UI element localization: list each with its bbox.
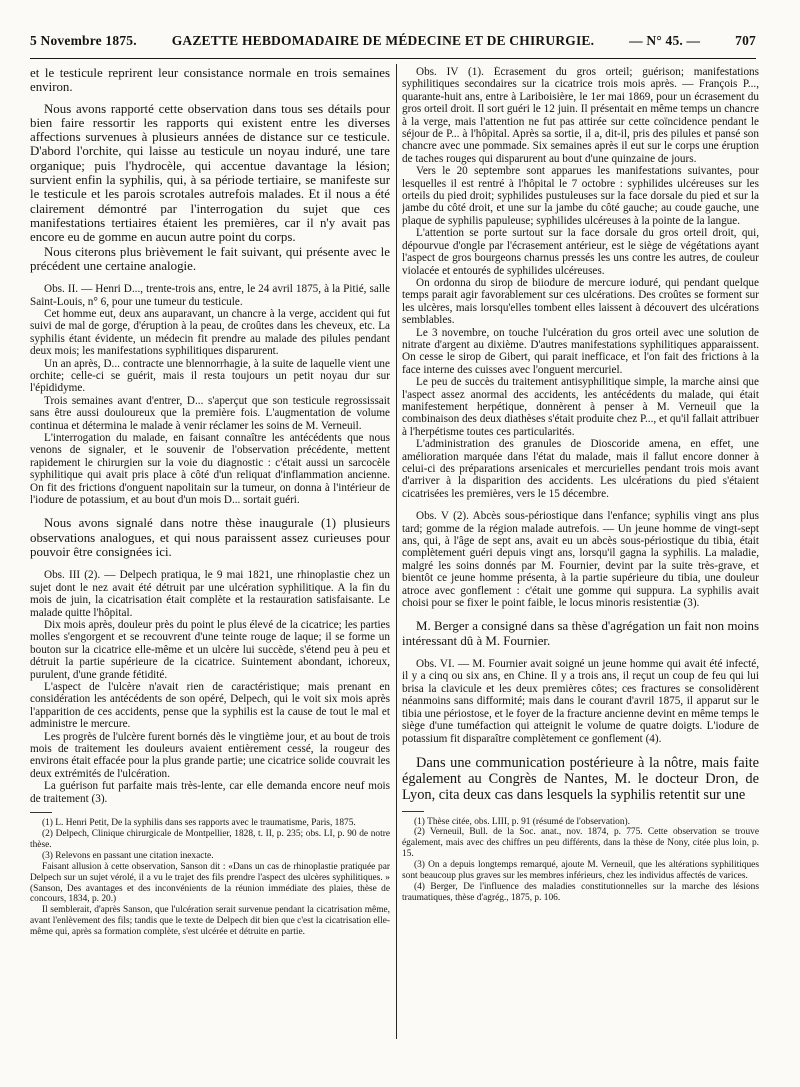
footnote: (3) On a depuis longtemps remarqué, ajoute M. Verneuil, que les altérations syphilitiques sont beaucoup plus graves sur les membres inférieurs, chez les individus affectés de varices. bbox=[402, 860, 759, 882]
observation-text: Obs. VI. — M. Fournier avait soigné un jeune homme qui avait été infecté, il y a cinq ou six ans, en Chine. Il y a trois ans, il reçut un coup de feu qui lui brisa la clavicule et les deux premières côtes; ces fractures se consolidèrent néanmoins sans difformité; mais dans le courant d'avril 1875, il apparut sur le tibia une périostose, et le foyer de la fracture ancienne devint en même temps le siège d'une tuméfaction qui atteignit le volume de quatre doigts. L'iodure de potassium fit disparaître complètement ce gonflement (4). bbox=[402, 658, 759, 745]
observation-text: Dix mois après, douleur près du point le plus élevé de la cicatrice; les parties molles s'engorgent et se recouvrent d'une teinte rouge de laque; il se forme un bouton sur la cicatrice elle-même et un ulcère lui succède, s'étend peu à peu et détruit la partie supérieure de la cicatrice. Suintement abondant, ichoreux, purulent, d'une grande fétidité. bbox=[30, 618, 390, 681]
header-issue: — N° 45. — bbox=[629, 33, 701, 48]
observation-text: Le 3 novembre, on touche l'ulcération du gros orteil avec une solution de nitrate d'argent au dixième. D'autres manifestations syphilitiques apparaissent. On cesse le sirop de Gibert, qui parait inefficace, et l'on fait des frictions à la face interne des cuisses avec l'onguent mercuriel. bbox=[402, 326, 759, 376]
observation-text: Obs. V (2). Abcès sous-périostique dans l'enfance; syphilis vingt ans plus tard; gomme de la région malade autrefois. — Un jeune homme de vingt-sept ans, qui, à l'âge de sept ans, avait eu un abcès sous-périostique du tibia, était complètement guéri depuis vingt ans, lorsqu'il gagna la syphilis. La maladie, malgré les soins donnés par M. Fournier, devint par la suite très-grave, et bientôt ce jeune homme présenta, à la partie supérieure du tibia, une douleur atroce avec gonflement : c'était une gomme qui suppura. La syphilis avait choisi pour se fixer le point faible, le locus minoris resistentiæ (3). bbox=[402, 510, 759, 610]
header-rule bbox=[30, 58, 756, 59]
footnote-rule bbox=[402, 811, 424, 812]
left-column bbox=[30, 66, 390, 938]
header-page-number: 707 bbox=[735, 33, 756, 48]
footnote: (3) Relevons en passant une citation inexacte. bbox=[42, 850, 214, 861]
footnote-rule bbox=[30, 812, 52, 813]
footnote: (1) L. Henri Petit, De la syphilis dans ses rapports avec le traumatisme, Paris, 1875. bbox=[42, 818, 356, 829]
observation-text: Obs. III (2). — Delpech pratiqua, le 9 mai 1821, une rhinoplastie chez un sujet dont le nez avait été détruit par une ulcération syphilitique. A la fin du mois de juin, la cicatrisation était complète et la restauration satisfaisante. Le malade quitte l'hôpital. bbox=[30, 569, 390, 619]
observation-text: Cet homme eut, deux ans auparavant, un chancre à la verge, accident qui fut suivi de mal de gorge, d'éruption à la peau, de croûtes dans les cheveux, etc. La syphilis étant évidente, un médecin fit prendre au malade des pilules pendant deux mois; les manifestations syphilitiques disparurent. bbox=[30, 307, 390, 358]
observation-text: La guérison fut parfaite mais très-lente, car elle demanda encore neuf mois de traitement (3). bbox=[30, 780, 390, 805]
header-title: GAZETTE HEBDOMADAIRE DE MÉDECINE ET DE CHIRURGIE. bbox=[171, 33, 595, 48]
paragraph: Nous avons rapporté cette observation dans tous ses détails pour bien faire ressortir les rapports qui existent entre les diverses affections survenues à plusieurs années de distance sur ce testicule. D'abord l'orchite, qui laisse au testicule un noyau induré, une tare organique; puis l'hydrocèle, qui accentue davantage la lésion; survient enfin la syphilis, qui, à sa période tertiaire, se manifeste sur le testicule et les parois scrotales autrefois malades. Et il nous a été clairement démontré par l'interrogation du sujet que ces manifestations tertiaires étaient les premières, car il n'y avait pas encore eu de gomme en aucun autre point du corps. bbox=[30, 101, 390, 245]
footnote: (2) Verneuil, Bull. de la Soc. anat., nov. 1874, p. 775. Cette observation se trouve également, mais avec des chiffres un peu différents, dans la thèse de Nony, citée plus loin, p. 15. bbox=[402, 827, 759, 860]
observation-text: On ordonna du sirop de biiodure de mercure ioduré, qui pendant quelque temps parait agir favorablement sur ces ulcérations. Des croûtes se forment sur les ulcères, mais lorsqu'elles tombent elles laissent à découvert des ulcérations semblables. bbox=[402, 276, 759, 327]
footnote: (4) Berger, De l'influence des maladies constitutionnelles sur la marche des lésions traumatiques, thèse d'agrég., 1875, p. 106. bbox=[402, 881, 759, 903]
observation-text: Un an après, D... contracte une blennorrhagie, à la suite de laquelle vient une orchite; celle-ci se guérit, mais il resta toujours un petit noyau dur sur l'épididyme. bbox=[30, 357, 390, 395]
observation-text: Obs. II. — Henri D..., trente-trois ans, entre, le 24 avril 1875, à la Pitié, salle Saint-Louis, n° 6, pour une tumeur du testicule. bbox=[30, 283, 390, 308]
footnote: (2) Delpech, Clinique chirurgicale de Montpellier, 1828, t. II, p. 235; obs. LI, p. 90 de notre thèse. bbox=[30, 828, 390, 850]
column-divider bbox=[396, 64, 397, 1039]
observation-text: L'administration des granules de Dioscoride amena, en effet, une amélioration marquée dans l'état du malade, mais il fallut encore donner à celui-ci des préparations arsenicales et mercurielles pendant trois mois avant d'arriver à la disparition des accidents. Les ulcérations du pied s'étaient cicatrisées les premières, vers le 15 décembre. bbox=[402, 438, 759, 500]
right-column bbox=[402, 66, 759, 904]
observation-text: Obs. IV (1). Écrasement du gros orteil; guérison; manifestations syphilitiques secondaires sur la cicatrice trois mois après. — François P..., quarante-huit ans, entre à Lariboisière, le 1er mai 1869, pour un écrasement du gros orteil droit. Il sort guéri le 12 juin. Il présentait en même temps un chancre à la verge, mais l'attention ne fut pas attirée sur cette coïncidence pendant le séjour de P... à l'hôpital. Après sa sortie, il a, dit-il, pris des pilules et pansé son chancre avec une pommade. Six semaines après il eut sur le corps une éruption de taches rouges qui disparurent au bout d'une quinzaine de jours. bbox=[402, 66, 759, 165]
paragraph: M. Berger a consigné dans sa thèse d'agrégation un fait non moins intéressant dû à M. Fournier. bbox=[402, 619, 759, 648]
page-header bbox=[30, 33, 756, 53]
footnote: (1) Thèse citée, obs. LIII, p. 91 (résumé de l'observation). bbox=[414, 816, 631, 827]
paragraph: Nous citerons plus brièvement le fait suivant, qui présente avec le précédent une certaine analogie. bbox=[30, 244, 390, 273]
observation-text: L'aspect de l'ulcère n'avait rien de caractéristique; mais prenant en considération les antécédents de son opéré, Delpech, qui le voit six mois après l'apparition de ces accidents, pense que la syphilis est la cause de tout le mal et administre le mercure. bbox=[30, 681, 390, 731]
observation-text: L'attention se porte surtout sur la face dorsale du gros orteil droit, qui, dépourvue d'ongle par l'écrasement antérieur, est le siège de végétations ayant l'aspect de gros bourgeons charnus pressés les uns contre les autres, de couleur violacée et entourés de syphilides ulcéreuses. bbox=[402, 227, 759, 277]
header-date: 5 Novembre 1875. bbox=[30, 33, 137, 48]
paragraph: Dans une communication postérieure à la nôtre, mais faite également au Congrès de Nantes, M. le docteur Dron, de Lyon, cita deux cas dans lesquels la syphilis retentit sur une bbox=[402, 754, 759, 804]
observation-text: Vers le 20 septembre sont apparues les manifestations suivantes, pour lesquelles il est rentré à l'hôpital le 7 octobre : syphilides ulcéreuses sur les orteils du pied droit; syphilides pustuleuses sur la face dorsale du pied et sur la jambe du côté droit, et une sur la jambe du côté gauche; au coude gauche, une plaque de syphilis papuleuse; syphilides ulcéreuses à la pointe de la langue. bbox=[402, 165, 759, 227]
paragraph: et le testicule reprirent leur consistance normale en trois semaines environ. bbox=[30, 66, 390, 95]
observation-text: Trois semaines avant d'entrer, D... s'aperçut que son testicule regrossissait sans être aussi douloureux que la première fois. L'augmentation de volume continua et détermina le malade à venir réclamer les soins de M. Verneuil. bbox=[30, 394, 390, 432]
observation-text: Les progrès de l'ulcère furent bornés dès le vingtième jour, et au bout de trois mois de traitement les douleurs avaient entièrement cessé, la rougeur des environs était effacée pour la plus grande partie; une cicatrice solide couvrait les deux extrémités de l'ulcération. bbox=[30, 730, 390, 780]
observation-text: Le peu de succès du traitement antisyphilitique simple, la marche ainsi que l'aspect assez anormal des accidents, les antécédents du malade, qui était manifestement herpétique, donnèrent à penser à M. Verneuil que la combinaison des deux diathèses s'était produite chez P..., et qu'il fallait attribuer à l'herpétisme toutes ces particularités. bbox=[402, 376, 759, 438]
observation-text: L'interrogation du malade, en faisant connaître les antécédents que nous venons de signaler, et le souvenir de l'observation précédente, mettent rapidement le chirurgien sur la voie du diagnostic : c'était aussi un sarcocèle syphilitique qui avait pris place à côté d'un reliquat d'inflammation ancienne. On fit des frictions d'onguent napolitain sur la tumeur, on donna à l'intérieur de l'iodure de potassium, et au bout d'un mois D... sortait guéri. bbox=[30, 432, 390, 507]
paragraph: Nous avons signalé dans notre thèse inaugurale (1) plusieurs observations analogues, et qui nous paraissent assez curieuses pour pouvoir être consignées ici. bbox=[30, 516, 390, 560]
footnote: Il semblerait, d'après Sanson, que l'ulcération serait survenue pendant la cicatrisation même, avant l'enlèvement des fils; tandis que le texte de Delpech dit bien que c'est la cicatrisation elle-même qui, après sa formation complète, s'est ulcérée et détruite en partie. bbox=[30, 905, 390, 938]
footnote: Faisant allusion à cette observation, Sanson dit : «Dans un cas de rhinoplastie pratiquée par Delpech sur un sujet vérolé, il a vu le trajet des fils prendre l'aspect des ulcères syphilitiques. » (Sanson, Des avantages et des inconvénients de la réunion immédiate des plaies, thèse de concours, 1834, p. 20.) bbox=[30, 861, 390, 905]
